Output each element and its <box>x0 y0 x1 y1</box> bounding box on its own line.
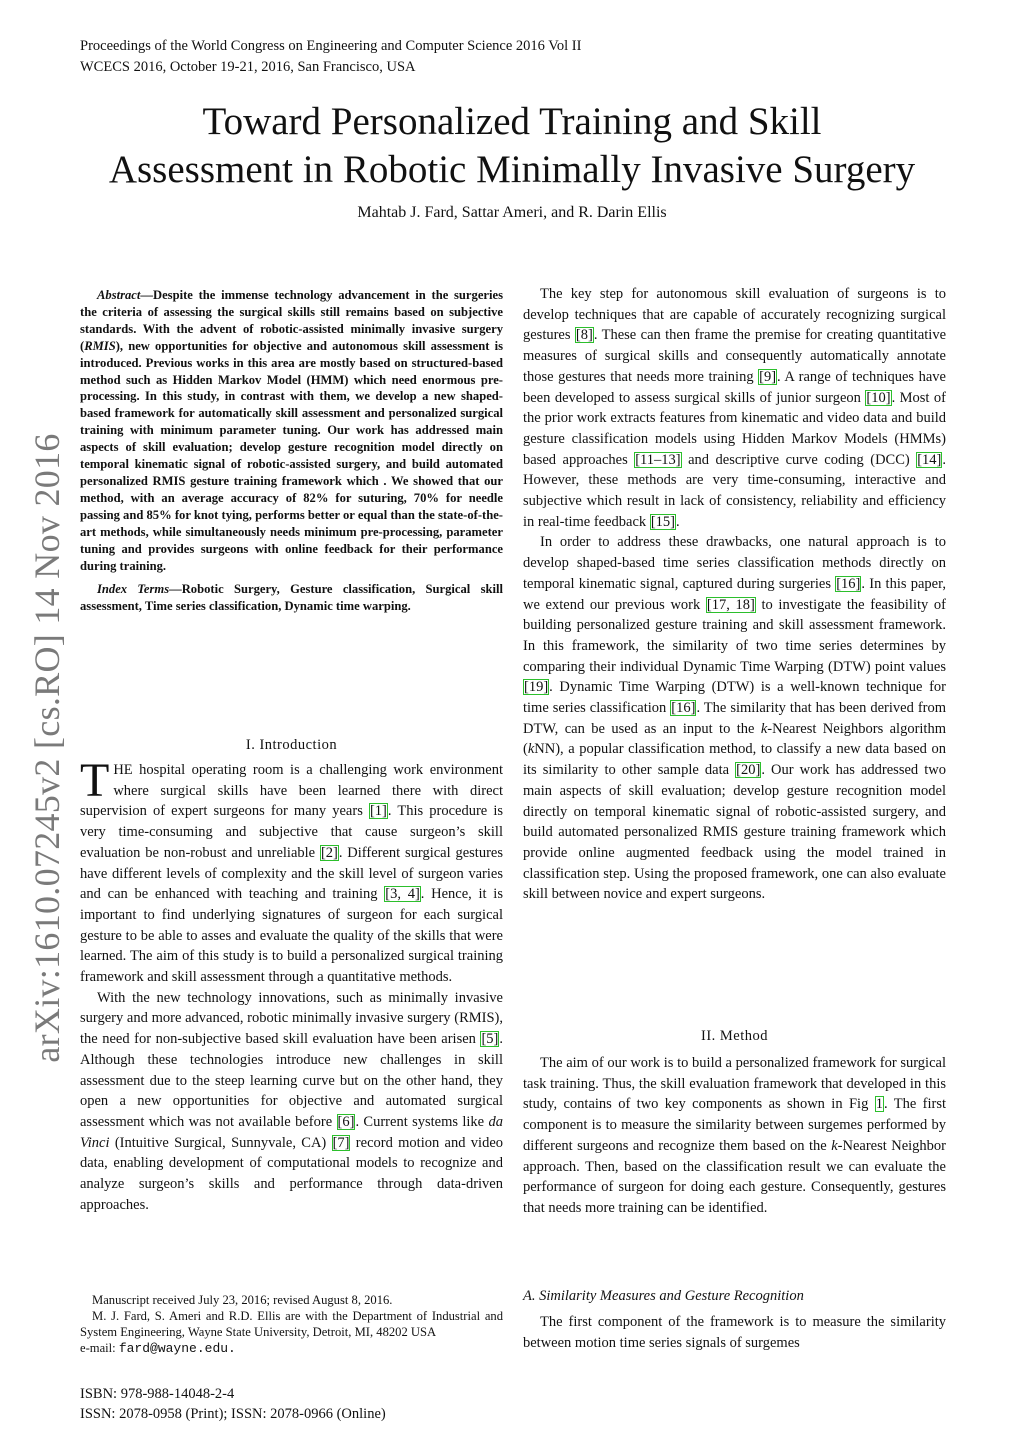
citation-link[interactable]: [15] <box>650 513 675 530</box>
dropcap: T <box>80 754 110 807</box>
title-line-2: Assessment in Robotic Minimally Invasive Surgery <box>108 148 916 191</box>
body-text: to investigate the feasibility of building personalized gesture training and skill assessment framework. In this framework, the similarity of two time series determines by comparing their individual Dynamic Time Warping (DTW) point values <box>523 596 946 675</box>
intro-text: With the new technology innovations, such as minimally invasive surgery and more advanced, robotic minimally invasive surgery (RMIS), the need for non-subjective based skill evaluation have been arisen <box>80 989 503 1048</box>
citation-link[interactable]: [1] <box>369 803 387 820</box>
citation-link[interactable]: [14] <box>917 451 942 468</box>
body-text: -Nearest Neighbors algorithm ( <box>523 720 946 758</box>
math-k: k <box>760 720 768 737</box>
intro-text: . Hence, it is important to find underlying signatures of surgeon for each surgical gesture to be able to asses and evaluate the quality of the skills that were learned. The aim of this study is to build a personalized surgical training framework and skill assessment through a quantitative methods. <box>80 886 503 986</box>
footnote-email-line <box>80 1340 503 1357</box>
body-text: -Nearest Neighbor approach. Then, based on the classification result we can evaluate the performance of surgeon for doing each gesture. Consequently, gestures that needs more training can be identified. <box>523 1137 946 1216</box>
header-line-2: WCECS 2016, October 19-21, 2016, San Francisco, USA <box>80 59 416 75</box>
body-text: In order to address these drawbacks, one natural approach is to develop shaped-based time series classification methods directly on temporal kinematic signal, captured during surgeries <box>523 534 946 592</box>
issn: ISSN: 2078-0958 (Print); ISSN: 2078-0966 (Online) <box>80 1406 386 1422</box>
citation-link[interactable]: [11–13] <box>635 451 681 468</box>
body-text: and descriptive curve coding (DCC) <box>681 451 917 468</box>
body-text: . <box>675 513 680 530</box>
body-text: . The similarity that has been derived from DTW, can be used as an input to the <box>523 700 947 737</box>
body-text: . In this paper, we extend our previous work <box>523 575 946 613</box>
citation-link[interactable]: [5] <box>481 1031 499 1048</box>
citation-link[interactable]: [16] <box>836 575 861 592</box>
body-text: . The first component is to measure the similarity between surgemes performed by different surgeons and recognize them based on the <box>523 1096 947 1154</box>
citation-link[interactable]: [17, 18] <box>706 596 755 613</box>
footnote-received: Manuscript received July 23, 2016; revised August 8, 2016. <box>92 1293 393 1307</box>
abstract-block <box>80 287 503 615</box>
body-text: . Our work has addressed two main aspects of skill evaluation; develop gesture recognition model directly on temporal kinematic signal of robotic-assisted surgery, and build automated personalized RMIS gesture training framework which provide online augmented feedback using the model trained in classification step. Using the proposed framework, one can also evaluate skill between novice and expert surgeons. <box>523 762 946 903</box>
citation-link[interactable]: [6] <box>337 1113 355 1130</box>
subsection-paragraph: The first component of the framework is to measure the similarity between motion time series signals of surgemes <box>523 1314 946 1351</box>
citation-link[interactable]: [3, 4] <box>385 886 420 903</box>
arxiv-stamp <box>4 433 90 1063</box>
introduction-body <box>80 754 504 1215</box>
index-terms-label: Index Terms <box>97 582 170 597</box>
citation-link[interactable]: [10] <box>866 389 891 406</box>
index-terms <box>80 581 503 615</box>
email-link[interactable]: fard@wayne.edu. <box>118 1341 236 1356</box>
method-paragraph <box>523 1053 946 1219</box>
right-paragraph-1 <box>523 284 946 532</box>
citation-link[interactable]: [16] <box>671 700 696 717</box>
header-line-1: Proceedings of the World Congress on Engineering and Computer Science 2016 Vol II <box>80 38 582 54</box>
abstract-text: —Despite the immense technology advancement in the surgeries the criteria of assessing the surgical skills still remains based on subjective standards. With the advent of robotic-assisted minimally invasive surgery ( <box>80 288 503 353</box>
abstract-label: Abstract <box>97 288 141 302</box>
citation-link[interactable]: [2] <box>320 844 338 861</box>
intro-text: . Different surgical gestures have different levels of complexity and the skill level of surgeon varies and can be enhanced with teaching and training <box>80 844 503 903</box>
section-heading-method: II. Method <box>700 1028 768 1044</box>
intro-text: HE hospital operating room is a challenging work environment where surgical skills have been learned there with direct supervision of expert surgeons for many years <box>80 762 503 820</box>
subsection-body <box>523 1312 946 1353</box>
body-text: . These can then frame the premise for creating quantitative measures of surgical skills and consequently automatically annotate those gestures that needs more training <box>523 327 947 385</box>
intro-text: . This procedure is very time-consuming and subjective that cause surgeon’s skill evaluation be non-robust and unreliable <box>80 803 504 861</box>
abstract-rmis: RMIS <box>84 338 116 353</box>
method-body <box>523 1053 946 1219</box>
body-text: NN), a popular classification method, to classify a new data based on its similarity to other sample data <box>523 741 946 779</box>
email-label: e-mail: <box>80 1341 119 1355</box>
right-paragraph-2 <box>523 532 946 905</box>
body-text: . However, these methods are very time-consuming, interactive and subjective which result in lack of consistency, reliability and efficiency in real-time feedback <box>523 451 947 530</box>
footnote-affiliation <box>80 1308 503 1340</box>
body-text: The aim of our work is to build a personalized framework for surgical task training. Thus, the skill evaluation framework that developed in this study, contains of two key components as shown in Fig <box>523 1055 946 1113</box>
arxiv-stamp-text: arXiv:1610.07245v2 [cs.RO] 14 Nov 2016 <box>27 433 67 1063</box>
index-terms-text: —Robotic Surgery, Gesture classification, Surgical skill assessment, Time series classification, Dynamic time warping. <box>80 582 503 614</box>
body-text: . Most of the prior work extracts features from kinematic and video data and build gesture classification models using Hidden Markov Models (HMMs) based approaches <box>523 389 946 468</box>
intro-text: . Although these technologies introduce new challenges in skill assessment due to the steep learning curve but on the other hand, they open a new opportunities for objective and automated surgical assessment which was not available before <box>80 1031 503 1130</box>
section-heading-introduction: I. Introduction <box>245 737 338 753</box>
abstract-paragraph <box>80 287 503 574</box>
intro-paragraph-1 <box>80 754 504 988</box>
footnote-affiliation-text: M. J. Fard, S. Ameri and R.D. Ellis are with the Department of Industrial and System Engineering, Wayne State University, Detroit, MI, 48202 USA <box>80 1309 503 1339</box>
paper-title <box>60 98 964 194</box>
math-k: k <box>831 1137 838 1154</box>
proceedings-header <box>80 36 581 78</box>
body-text: . Dynamic Time Warping (DTW) is a well-known technique for time series classification <box>523 679 946 717</box>
isbn-block <box>80 1384 386 1424</box>
citation-link[interactable]: [19] <box>524 679 549 696</box>
da-vinci-term: da Vinci <box>80 1113 503 1151</box>
isbn: ISBN: 978-988-14048-2-4 <box>80 1386 235 1402</box>
citation-link[interactable]: [9] <box>759 368 777 385</box>
intro-text: . Current systems like <box>355 1113 489 1130</box>
citation-link[interactable]: [20] <box>736 762 761 779</box>
figure-link[interactable]: 1 <box>875 1096 883 1113</box>
citation-link[interactable]: [7] <box>332 1134 350 1151</box>
citation-link[interactable]: [8] <box>575 327 593 344</box>
intro-text: (Intuitive Surgical, Sunnyvale, CA) <box>109 1134 332 1151</box>
body-text: The key step for autonomous skill evaluation of surgeons is to develop techniques that are capable of accurately recognizing surgical gestures <box>523 286 946 344</box>
right-column-body <box>523 284 946 905</box>
abstract-text-cont: ), new opportunities for objective and autonomous skill assessment is introduced. Previous works in this area are mostly based on structured-based method such as Hidden Markov Model (HMM) which need enormous pre-processing. In this study, in contrast with them, we develop a new shaped-based framework for automatically skill assessment and personalized surgical training with minimum parameter tuning. Our work has addressed main aspects of skill evaluation; develop gesture recognition model directly on temporal kinematic signal of robotic-assisted surgery, and build automated personalized RMIS gesture training framework which . We showed that our method, with an average accuracy of 82% for suturing, 70% for needle passing and 85% for knot tying, performs better or equal than the state-of-the-art methods, while simultaneously needs minimum pre-processing, parameter tuning and provides surgeons with online feedback for their performance during training. <box>80 338 503 573</box>
intro-paragraph-2 <box>80 988 503 1216</box>
body-text: . A range of techniques have been developed to assess surgical skills of junior surgeon <box>523 368 946 406</box>
footnote <box>80 1292 503 1357</box>
title-line-1: Toward Personalized Training and Skill <box>202 100 822 143</box>
intro-text: record motion and video data, enabling development of computational models to recognize and analyze surgeon’s skills and performance through data-driven approaches. <box>80 1134 504 1213</box>
subsection-heading: A. Similarity Measures and Gesture Recognition <box>523 1288 804 1304</box>
authors: Mahtab J. Fard, Sattar Ameri, and R. Darin Ellis <box>357 204 667 221</box>
math-k: k <box>527 741 535 758</box>
